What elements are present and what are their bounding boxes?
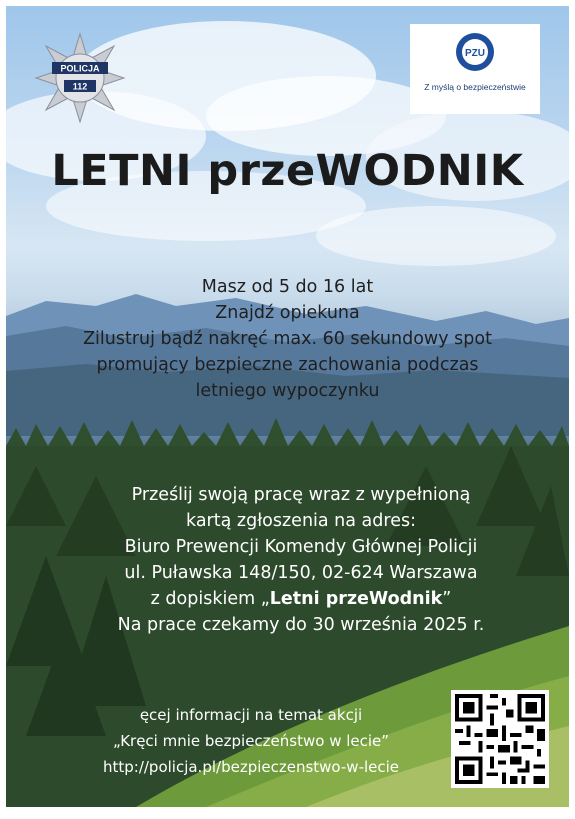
poster-title: LETNI przeWODNIK: [51, 146, 524, 196]
submission-block: [66, 482, 536, 638]
requirements-block: [26, 274, 549, 404]
note-prefix: z dopiskiem „: [150, 589, 270, 609]
requirement-line: Znajdź opiekuna: [215, 303, 360, 323]
submission-address-street: ul. Puławska 148/150, 02-624 Warszawa: [124, 563, 478, 583]
qr-code[interactable]: [451, 690, 549, 788]
submission-address-office: Biuro Prewencji Komendy Głównej Policji: [124, 537, 478, 557]
requirement-line: Zilustruj bądź nakręć max. 60 sekundowy spot: [83, 329, 492, 349]
police-number: 112: [72, 81, 88, 92]
info-block: [46, 702, 456, 780]
pzu-tagline: Z myślą o bezpieczeństwie: [424, 82, 526, 92]
requirement-line: promujący bezpieczne zachowania podczas: [96, 355, 479, 375]
police-badge-logo: [34, 32, 126, 124]
note-suffix: ”: [442, 589, 452, 609]
submission-deadline: Na prace czekamy do 30 września 2025 r.: [117, 615, 485, 635]
submission-line: Prześlij swoją pracę wraz z wypełnioną: [131, 485, 471, 505]
info-url-link[interactable]: http://policja.pl/bezpieczenstwo-w-lecie: [102, 758, 400, 776]
note-keyword: Letni przeWodnik: [269, 589, 443, 609]
pzu-name: PZU: [465, 48, 485, 59]
poster: [6, 6, 569, 807]
pzu-logo: [455, 32, 495, 72]
requirement-line: Masz od 5 do 16 lat: [201, 277, 374, 297]
info-line: ęcej informacji na temat akcji: [139, 706, 363, 724]
submission-note: [66, 586, 536, 612]
pzu-logo-box: [410, 24, 540, 114]
submission-line: kartą zgłoszenia na adres:: [186, 511, 416, 531]
requirement-line: letniego wypoczynku: [195, 381, 380, 401]
info-campaign-name: „Kręci mnie bezpieczeństwo w lecie”: [112, 732, 390, 750]
police-label: POLICJA: [60, 63, 100, 74]
